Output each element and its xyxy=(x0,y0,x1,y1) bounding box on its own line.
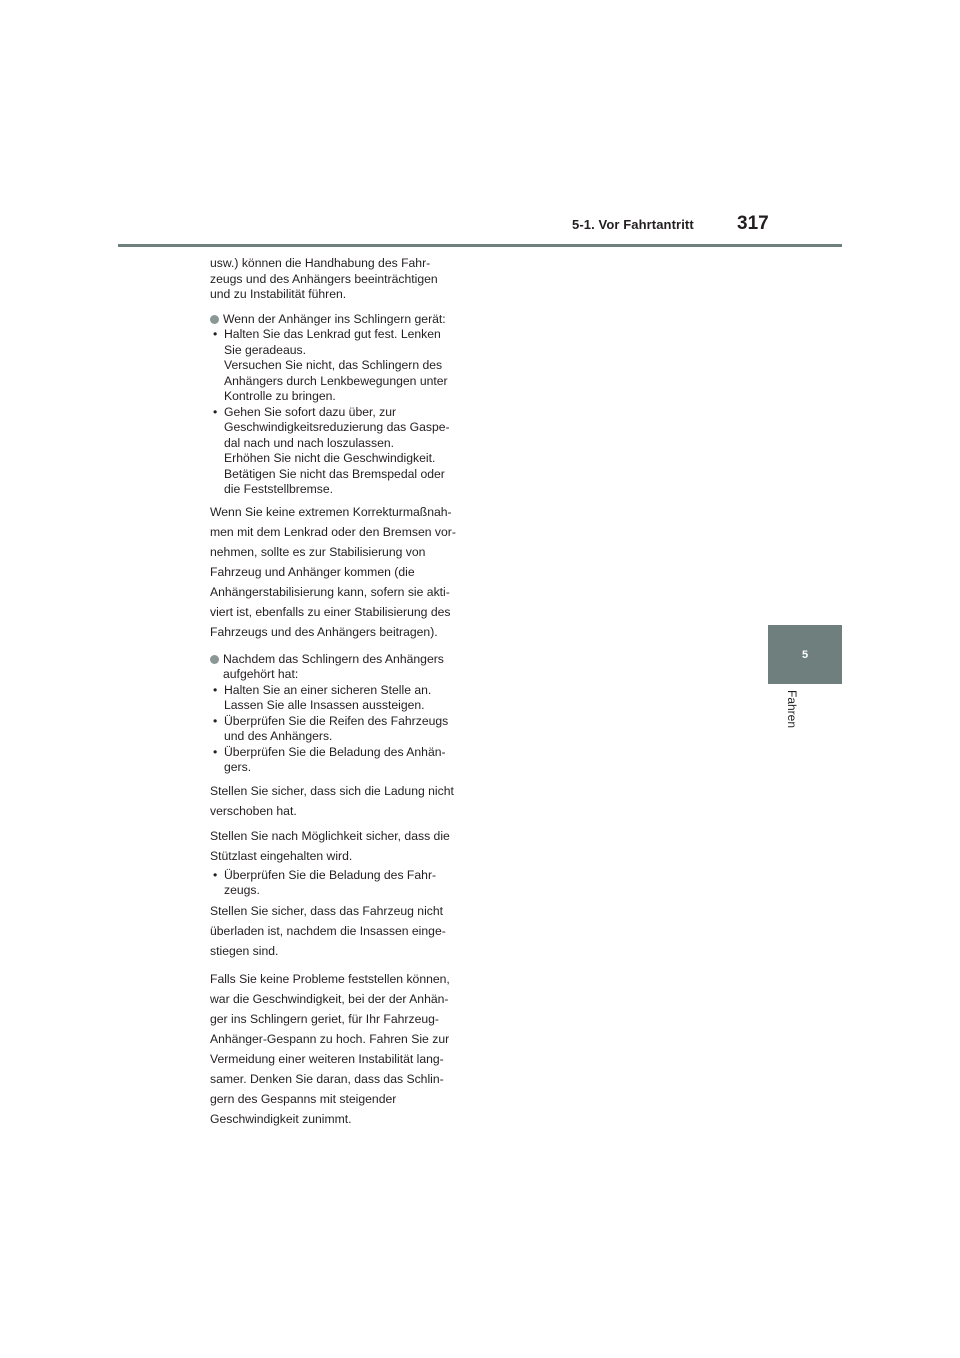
section-title: 5-1. Vor Fahrtantritt xyxy=(572,217,694,232)
intro-paragraph xyxy=(210,256,472,303)
chapter-label xyxy=(781,690,805,740)
text-line: Wenn der Anhänger ins Schlingern gerät: xyxy=(223,311,446,326)
text-line: Fahrzeugs und des Anhängers beitragen). xyxy=(210,624,438,639)
text-line: verschoben hat. xyxy=(210,803,297,818)
text-line: Halten Sie das Lenkrad gut fest. Lenken xyxy=(224,327,441,341)
text-line: Betätigen Sie nicht das Bremspedal oder xyxy=(224,466,445,481)
text-line: Kontrolle zu bringen. xyxy=(224,389,336,403)
chapter-tab[interactable] xyxy=(768,625,842,684)
circle-bullet-icon xyxy=(210,655,219,664)
text-line: Überprüfen Sie die Reifen des Fahrzeugs xyxy=(224,713,449,728)
text-line: gers. xyxy=(224,760,252,774)
speed-paragraph xyxy=(210,969,472,1129)
text-line: Stellen Sie sicher, dass das Fahrzeug nicht xyxy=(210,903,444,918)
text-line: ger ins Schlingern geriet, für Ihr Fahrzeug- xyxy=(210,1011,439,1026)
text-line: Stellen Sie nach Möglichkeit sicher, dass die xyxy=(210,828,450,843)
text-line: Stützlast eingehalten wird. xyxy=(210,848,353,863)
text-line: war die Geschwindigkeit, bei der der Anhän- xyxy=(210,991,449,1006)
text-line: Überprüfen Sie die Beladung des Fahr- xyxy=(224,867,437,882)
text-line: Sie geradeaus. xyxy=(224,342,306,357)
text-line: Halten Sie an einer sicheren Stelle an. xyxy=(224,682,432,697)
text-line: usw.) können die Handhabung des Fahr- xyxy=(210,256,431,270)
text-line: Wenn Sie keine extremen Korrekturmaßnah- xyxy=(210,504,452,519)
text-line: Geschwindigkeit zunimmt. xyxy=(210,1111,352,1126)
tongue-load-paragraph xyxy=(210,826,472,866)
text-line: Stellen Sie sicher, dass sich die Ladung nicht xyxy=(210,783,454,798)
dot-bullet-icon: • xyxy=(213,713,218,728)
text-line: überladen ist, nachdem die Insassen einge- xyxy=(210,923,446,938)
header-divider xyxy=(118,244,842,247)
text-line: Gehen Sie sofort dazu über, zur xyxy=(224,404,397,419)
text-line: Geschwindigkeitsreduzierung das Gaspe- xyxy=(224,420,450,434)
sub-bullet xyxy=(210,745,472,761)
dot-bullet-icon: • xyxy=(213,327,218,341)
text-line: Überprüfen Sie die Beladung des Anhän- xyxy=(224,744,446,759)
text-line: zeugs und des Anhängers beeinträchtigen xyxy=(210,271,438,286)
text-line: gern des Gespanns mit steigender xyxy=(210,1091,397,1106)
text-line: die Feststellbremse. xyxy=(224,482,334,496)
sub-bullet xyxy=(210,714,472,730)
dot-bullet-icon: • xyxy=(213,867,218,882)
after-swaying-section xyxy=(210,652,472,776)
dot-bullet-icon: • xyxy=(213,744,218,759)
chapter-number: 5 xyxy=(801,648,809,661)
sub-bullet xyxy=(210,868,472,884)
text-line: Anhängers durch Lenkbewegungen unter xyxy=(224,373,448,388)
bullet-heading xyxy=(210,652,472,668)
text-line: viert ist, ebenfalls zu einer Stabilisierung des xyxy=(210,604,451,619)
text-line: Lassen Sie alle Insassen aussteigen. xyxy=(224,698,425,712)
text-line: Erhöhen Sie nicht die Geschwindigkeit. xyxy=(224,451,436,465)
text-line: men mit dem Lenkrad oder den Bremsen vor- xyxy=(210,524,456,539)
text-line: Falls Sie keine Probleme feststellen können, xyxy=(210,971,450,986)
chapter-label-text: Fahren xyxy=(785,690,799,729)
text-line: und des Anhängers. xyxy=(224,729,333,743)
sub-bullet xyxy=(210,683,472,699)
circle-bullet-icon xyxy=(210,315,219,324)
overload-paragraph xyxy=(210,901,472,961)
sub-bullet xyxy=(210,405,472,421)
text-line: und zu Instabilität führen. xyxy=(210,287,347,301)
swaying-section xyxy=(210,312,472,498)
text-line: stiegen sind. xyxy=(210,943,279,958)
text-line: zeugs. xyxy=(224,883,260,897)
text-line: Vermeidung einer weiteren Instabilität lang- xyxy=(210,1051,444,1066)
text-line: nehmen, sollte es zur Stabilisierung von xyxy=(210,544,426,559)
text-line: Nachdem das Schlingern des Anhängers xyxy=(223,651,444,666)
text-line: Anhänger-Gespann zu hoch. Fahren Sie zur xyxy=(210,1031,450,1046)
bullet-heading xyxy=(210,312,472,328)
text-line: aufgehört hat: xyxy=(223,667,299,681)
cargo-paragraph xyxy=(210,781,472,821)
main-text xyxy=(210,256,472,1134)
text-line: Anhängerstabilisierung kann, sofern sie akti- xyxy=(210,584,450,599)
dot-bullet-icon: • xyxy=(213,404,218,419)
dot-bullet-icon: • xyxy=(213,682,218,697)
stabilization-paragraph xyxy=(210,502,472,642)
text-line: samer. Denken Sie daran, dass das Schlin- xyxy=(210,1071,444,1086)
page-number: 317 xyxy=(737,213,769,234)
sub-bullet xyxy=(210,327,472,343)
text-line: Fahrzeug und Anhänger kommen (die xyxy=(210,564,415,579)
text-line: dal nach und nach loszulassen. xyxy=(224,435,395,450)
text-line: Versuchen Sie nicht, das Schlingern des xyxy=(224,358,443,372)
